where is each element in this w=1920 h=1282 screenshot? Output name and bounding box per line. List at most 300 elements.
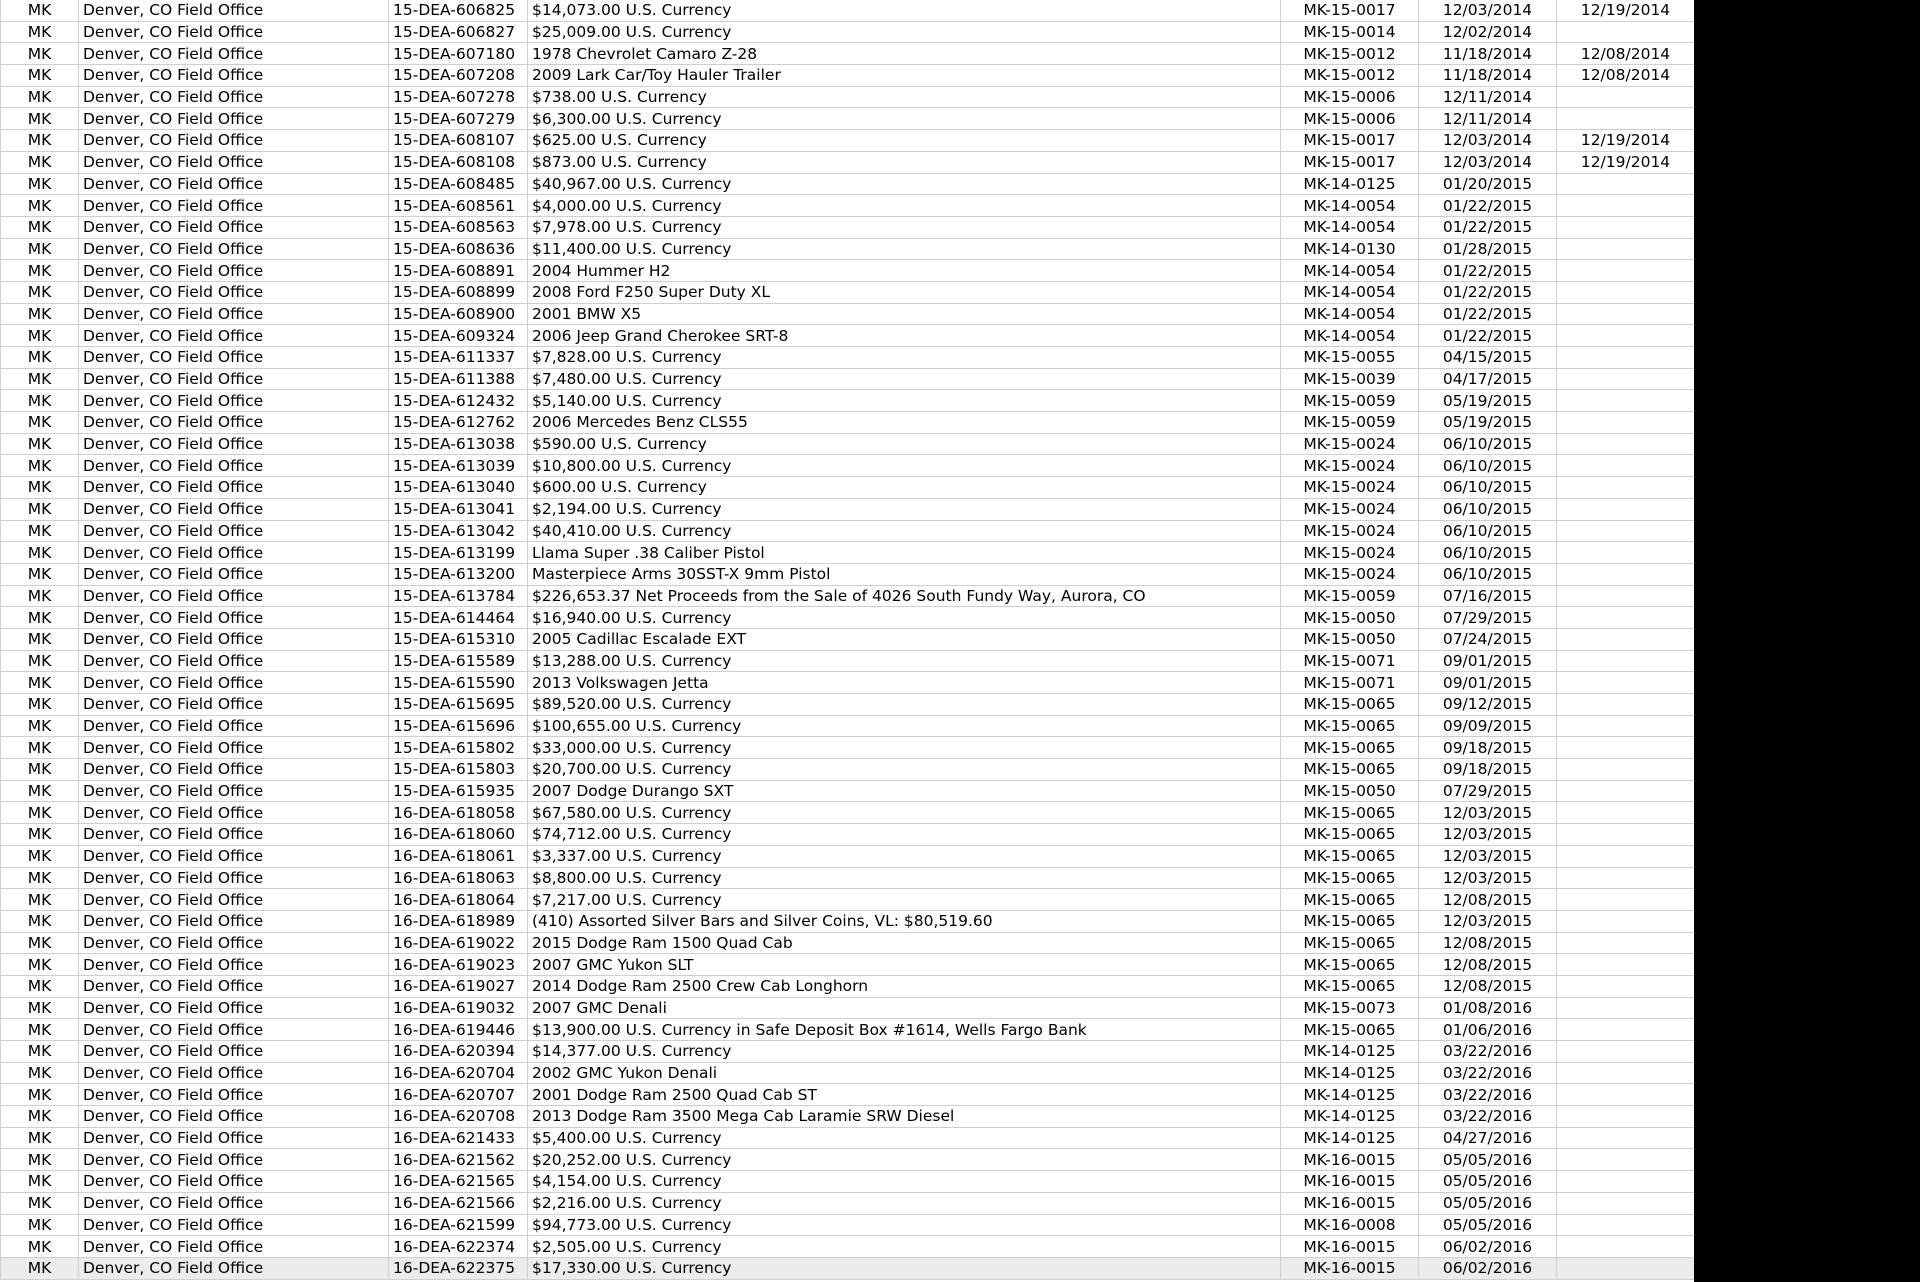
- field-office-cell: Denver, CO Field Office: [79, 1192, 389, 1214]
- notice-date-cell: [1557, 910, 1695, 932]
- table-row: [1, 130, 1695, 152]
- seizure-date-cell: 01/28/2015: [1419, 238, 1557, 260]
- notice-date-cell: [1557, 1127, 1695, 1149]
- table-row: [1, 1192, 1695, 1214]
- notice-date-cell: 12/19/2014: [1557, 151, 1695, 173]
- table-row: [1, 1127, 1695, 1149]
- case-number-cell: MK-15-0059: [1281, 585, 1419, 607]
- case-number-cell: MK-14-0054: [1281, 195, 1419, 217]
- office-code-cell: MK: [1, 607, 79, 629]
- seizure-date-cell: 05/19/2015: [1419, 390, 1557, 412]
- notice-date-cell: [1557, 260, 1695, 282]
- property-description-cell: $16,940.00 U.S. Currency: [528, 607, 1281, 629]
- seizure-date-cell: 05/05/2016: [1419, 1214, 1557, 1236]
- office-code-cell: MK: [1, 737, 79, 759]
- asset-id-cell: 16-DEA-619023: [389, 954, 528, 976]
- table-row: [1, 542, 1695, 564]
- seizure-date-cell: 03/22/2016: [1419, 1084, 1557, 1106]
- seizure-date-cell: 12/03/2015: [1419, 910, 1557, 932]
- case-number-cell: MK-15-0024: [1281, 542, 1419, 564]
- table-row: [1, 563, 1695, 585]
- field-office-cell: Denver, CO Field Office: [79, 650, 389, 672]
- office-code-cell: MK: [1, 151, 79, 173]
- property-description-cell: $94,773.00 U.S. Currency: [528, 1214, 1281, 1236]
- office-code-cell: MK: [1, 108, 79, 130]
- field-office-cell: Denver, CO Field Office: [79, 412, 389, 434]
- office-code-cell: MK: [1, 1041, 79, 1063]
- seizure-date-cell: 04/17/2015: [1419, 368, 1557, 390]
- office-code-cell: MK: [1, 498, 79, 520]
- case-number-cell: MK-15-0065: [1281, 975, 1419, 997]
- table-row: [1, 1019, 1695, 1041]
- property-description-cell: 2007 GMC Yukon SLT: [528, 954, 1281, 976]
- property-description-cell: $8,800.00 U.S. Currency: [528, 867, 1281, 889]
- property-description-cell: $14,073.00 U.S. Currency: [528, 0, 1281, 21]
- seizure-date-cell: 09/01/2015: [1419, 650, 1557, 672]
- asset-id-cell: 15-DEA-608900: [389, 303, 528, 325]
- asset-id-cell: 15-DEA-609324: [389, 325, 528, 347]
- table-row: [1, 1171, 1695, 1193]
- asset-id-cell: 16-DEA-618061: [389, 845, 528, 867]
- property-description-cell: $4,000.00 U.S. Currency: [528, 195, 1281, 217]
- notice-date-cell: [1557, 433, 1695, 455]
- case-number-cell: MK-15-0024: [1281, 520, 1419, 542]
- property-description-cell: 2014 Dodge Ram 2500 Crew Cab Longhorn: [528, 975, 1281, 997]
- seizure-date-cell: 11/18/2014: [1419, 43, 1557, 65]
- case-number-cell: MK-15-0059: [1281, 412, 1419, 434]
- notice-date-cell: [1557, 1084, 1695, 1106]
- notice-date-cell: [1557, 498, 1695, 520]
- seizure-date-cell: 01/20/2015: [1419, 173, 1557, 195]
- property-description-cell: 2004 Hummer H2: [528, 260, 1281, 282]
- case-number-cell: MK-14-0054: [1281, 325, 1419, 347]
- office-code-cell: MK: [1, 260, 79, 282]
- table-row: [1, 347, 1695, 369]
- asset-id-cell: 16-DEA-620708: [389, 1106, 528, 1128]
- asset-id-cell: 15-DEA-612432: [389, 390, 528, 412]
- seizure-date-cell: 12/03/2015: [1419, 845, 1557, 867]
- case-number-cell: MK-16-0008: [1281, 1214, 1419, 1236]
- property-description-cell: 2013 Dodge Ram 3500 Mega Cab Laramie SRW Diesel: [528, 1106, 1281, 1128]
- property-description-cell: 2008 Ford F250 Super Duty XL: [528, 281, 1281, 303]
- case-number-cell: MK-14-0054: [1281, 281, 1419, 303]
- table-row: [1, 932, 1695, 954]
- property-description-cell: $6,300.00 U.S. Currency: [528, 108, 1281, 130]
- notice-date-cell: [1557, 1257, 1695, 1279]
- office-code-cell: MK: [1, 86, 79, 108]
- notice-date-cell: [1557, 238, 1695, 260]
- case-number-cell: MK-15-0017: [1281, 130, 1419, 152]
- property-description-cell: $11,400.00 U.S. Currency: [528, 238, 1281, 260]
- seizure-date-cell: 12/08/2015: [1419, 932, 1557, 954]
- property-description-cell: $2,505.00 U.S. Currency: [528, 1236, 1281, 1258]
- case-number-cell: MK-15-0065: [1281, 932, 1419, 954]
- property-description-cell: 2001 Dodge Ram 2500 Quad Cab ST: [528, 1084, 1281, 1106]
- seizure-date-cell: 06/10/2015: [1419, 542, 1557, 564]
- property-description-cell: $74,712.00 U.S. Currency: [528, 824, 1281, 846]
- office-code-cell: MK: [1, 1062, 79, 1084]
- field-office-cell: Denver, CO Field Office: [79, 281, 389, 303]
- notice-date-cell: [1557, 997, 1695, 1019]
- office-code-cell: MK: [1, 455, 79, 477]
- seizure-date-cell: 01/22/2015: [1419, 260, 1557, 282]
- field-office-cell: Denver, CO Field Office: [79, 260, 389, 282]
- table-row: [1, 303, 1695, 325]
- asset-id-cell: 15-DEA-607208: [389, 65, 528, 87]
- notice-date-cell: [1557, 86, 1695, 108]
- asset-id-cell: 15-DEA-615589: [389, 650, 528, 672]
- asset-id-cell: 16-DEA-618058: [389, 802, 528, 824]
- asset-id-cell: 15-DEA-613039: [389, 455, 528, 477]
- property-description-cell: $67,580.00 U.S. Currency: [528, 802, 1281, 824]
- field-office-cell: Denver, CO Field Office: [79, 347, 389, 369]
- asset-id-cell: 15-DEA-611337: [389, 347, 528, 369]
- property-description-cell: 2006 Jeep Grand Cherokee SRT-8: [528, 325, 1281, 347]
- table-row: [1, 216, 1695, 238]
- property-description-cell: 2013 Volkswagen Jetta: [528, 672, 1281, 694]
- field-office-cell: Denver, CO Field Office: [79, 997, 389, 1019]
- field-office-cell: Denver, CO Field Office: [79, 954, 389, 976]
- office-code-cell: MK: [1, 43, 79, 65]
- property-description-cell: 2007 Dodge Durango SXT: [528, 780, 1281, 802]
- notice-date-cell: [1557, 759, 1695, 781]
- seizure-date-cell: 03/22/2016: [1419, 1106, 1557, 1128]
- seizure-date-cell: 06/10/2015: [1419, 433, 1557, 455]
- office-code-cell: MK: [1, 715, 79, 737]
- asset-id-cell: 15-DEA-608561: [389, 195, 528, 217]
- table-row: [1, 672, 1695, 694]
- property-description-cell: $600.00 U.S. Currency: [528, 477, 1281, 499]
- office-code-cell: MK: [1, 672, 79, 694]
- field-office-cell: Denver, CO Field Office: [79, 628, 389, 650]
- case-number-cell: MK-15-0024: [1281, 455, 1419, 477]
- office-code-cell: MK: [1, 1214, 79, 1236]
- office-code-cell: MK: [1, 759, 79, 781]
- property-description-cell: $40,410.00 U.S. Currency: [528, 520, 1281, 542]
- table-row: [1, 780, 1695, 802]
- notice-date-cell: [1557, 867, 1695, 889]
- asset-id-cell: 16-DEA-621433: [389, 1127, 528, 1149]
- notice-date-cell: [1557, 802, 1695, 824]
- asset-id-cell: 15-DEA-607180: [389, 43, 528, 65]
- seizure-date-cell: 03/22/2016: [1419, 1041, 1557, 1063]
- seizure-date-cell: 06/10/2015: [1419, 455, 1557, 477]
- office-code-cell: MK: [1, 954, 79, 976]
- office-code-cell: MK: [1, 433, 79, 455]
- seizure-date-cell: 12/08/2015: [1419, 889, 1557, 911]
- table-row: [1, 1062, 1695, 1084]
- asset-id-cell: 16-DEA-619032: [389, 997, 528, 1019]
- notice-date-cell: 12/19/2014: [1557, 0, 1695, 21]
- field-office-cell: Denver, CO Field Office: [79, 238, 389, 260]
- seizure-date-cell: 06/10/2015: [1419, 563, 1557, 585]
- table-row: [1, 867, 1695, 889]
- office-code-cell: MK: [1, 21, 79, 43]
- asset-id-cell: 15-DEA-607278: [389, 86, 528, 108]
- asset-id-cell: 15-DEA-611388: [389, 368, 528, 390]
- table-row: [1, 694, 1695, 716]
- asset-id-cell: 16-DEA-620707: [389, 1084, 528, 1106]
- office-code-cell: MK: [1, 867, 79, 889]
- table-row: [1, 607, 1695, 629]
- table-row: [1, 238, 1695, 260]
- notice-date-cell: 12/19/2014: [1557, 130, 1695, 152]
- asset-id-cell: 15-DEA-607279: [389, 108, 528, 130]
- table-row: [1, 368, 1695, 390]
- asset-id-cell: 15-DEA-612762: [389, 412, 528, 434]
- case-number-cell: MK-14-0125: [1281, 1062, 1419, 1084]
- property-description-cell: Masterpiece Arms 30SST-X 9mm Pistol: [528, 563, 1281, 585]
- property-description-cell: $2,216.00 U.S. Currency: [528, 1192, 1281, 1214]
- seizure-date-cell: 12/03/2015: [1419, 802, 1557, 824]
- asset-id-cell: 16-DEA-621565: [389, 1171, 528, 1193]
- property-description-cell: (410) Assorted Silver Bars and Silver Coins, VL: $80,519.60: [528, 910, 1281, 932]
- case-number-cell: MK-15-0065: [1281, 867, 1419, 889]
- seizure-date-cell: 04/15/2015: [1419, 347, 1557, 369]
- notice-date-cell: 12/08/2014: [1557, 43, 1695, 65]
- table-row: [1, 21, 1695, 43]
- notice-date-cell: [1557, 585, 1695, 607]
- seizure-date-cell: 12/08/2015: [1419, 975, 1557, 997]
- seizure-date-cell: 06/10/2015: [1419, 520, 1557, 542]
- case-number-cell: MK-14-0054: [1281, 303, 1419, 325]
- office-code-cell: MK: [1, 0, 79, 21]
- property-description-cell: $2,194.00 U.S. Currency: [528, 498, 1281, 520]
- case-number-cell: MK-15-0012: [1281, 65, 1419, 87]
- asset-id-cell: 15-DEA-615802: [389, 737, 528, 759]
- office-code-cell: MK: [1, 130, 79, 152]
- case-number-cell: MK-15-0050: [1281, 628, 1419, 650]
- seizure-date-cell: 01/22/2015: [1419, 195, 1557, 217]
- field-office-cell: Denver, CO Field Office: [79, 563, 389, 585]
- asset-id-cell: 15-DEA-606825: [389, 0, 528, 21]
- field-office-cell: Denver, CO Field Office: [79, 1171, 389, 1193]
- property-description-cell: $590.00 U.S. Currency: [528, 433, 1281, 455]
- office-code-cell: MK: [1, 1236, 79, 1258]
- seizure-date-cell: 01/22/2015: [1419, 303, 1557, 325]
- table-row: [1, 845, 1695, 867]
- case-number-cell: MK-16-0015: [1281, 1149, 1419, 1171]
- notice-date-cell: [1557, 607, 1695, 629]
- case-number-cell: MK-15-0039: [1281, 368, 1419, 390]
- table-row: [1, 715, 1695, 737]
- asset-id-cell: 15-DEA-613200: [389, 563, 528, 585]
- table-row: [1, 433, 1695, 455]
- notice-date-cell: 12/08/2014: [1557, 65, 1695, 87]
- table-row: [1, 1214, 1695, 1236]
- asset-id-cell: 15-DEA-614464: [389, 607, 528, 629]
- asset-id-cell: 15-DEA-615935: [389, 780, 528, 802]
- property-description-cell: $10,800.00 U.S. Currency: [528, 455, 1281, 477]
- asset-id-cell: 15-DEA-615590: [389, 672, 528, 694]
- notice-date-cell: [1557, 412, 1695, 434]
- table-row: [1, 65, 1695, 87]
- field-office-cell: Denver, CO Field Office: [79, 932, 389, 954]
- office-code-cell: MK: [1, 303, 79, 325]
- notice-date-cell: [1557, 108, 1695, 130]
- seizure-date-cell: 09/18/2015: [1419, 759, 1557, 781]
- asset-id-cell: 15-DEA-608899: [389, 281, 528, 303]
- case-number-cell: MK-15-0017: [1281, 151, 1419, 173]
- property-description-cell: $13,288.00 U.S. Currency: [528, 650, 1281, 672]
- field-office-cell: Denver, CO Field Office: [79, 21, 389, 43]
- table-row: [1, 1106, 1695, 1128]
- table-row: [1, 1041, 1695, 1063]
- property-description-cell: $5,140.00 U.S. Currency: [528, 390, 1281, 412]
- asset-id-cell: 16-DEA-622374: [389, 1236, 528, 1258]
- property-description-cell: 2001 BMW X5: [528, 303, 1281, 325]
- field-office-cell: Denver, CO Field Office: [79, 216, 389, 238]
- property-description-cell: $7,480.00 U.S. Currency: [528, 368, 1281, 390]
- property-description-cell: 2015 Dodge Ram 1500 Quad Cab: [528, 932, 1281, 954]
- field-office-cell: Denver, CO Field Office: [79, 975, 389, 997]
- case-number-cell: MK-15-0050: [1281, 780, 1419, 802]
- field-office-cell: Denver, CO Field Office: [79, 433, 389, 455]
- notice-date-cell: [1557, 542, 1695, 564]
- property-description-cell: $738.00 U.S. Currency: [528, 86, 1281, 108]
- seizure-date-cell: 12/03/2014: [1419, 0, 1557, 21]
- case-number-cell: MK-15-0024: [1281, 498, 1419, 520]
- asset-id-cell: 16-DEA-618060: [389, 824, 528, 846]
- table-row: [1, 889, 1695, 911]
- field-office-cell: Denver, CO Field Office: [79, 780, 389, 802]
- office-code-cell: MK: [1, 585, 79, 607]
- office-code-cell: MK: [1, 824, 79, 846]
- table-row: [1, 910, 1695, 932]
- case-number-cell: MK-15-0055: [1281, 347, 1419, 369]
- property-description-cell: Llama Super .38 Caliber Pistol: [528, 542, 1281, 564]
- field-office-cell: Denver, CO Field Office: [79, 672, 389, 694]
- notice-date-cell: [1557, 455, 1695, 477]
- seizure-date-cell: 09/18/2015: [1419, 737, 1557, 759]
- office-code-cell: MK: [1, 1192, 79, 1214]
- property-description-cell: $7,828.00 U.S. Currency: [528, 347, 1281, 369]
- table-row: [1, 802, 1695, 824]
- seizure-date-cell: 04/27/2016: [1419, 1127, 1557, 1149]
- asset-id-cell: 15-DEA-608485: [389, 173, 528, 195]
- notice-date-cell: [1557, 1214, 1695, 1236]
- asset-id-cell: 16-DEA-620704: [389, 1062, 528, 1084]
- notice-date-cell: [1557, 715, 1695, 737]
- case-number-cell: MK-16-0015: [1281, 1236, 1419, 1258]
- notice-date-cell: [1557, 780, 1695, 802]
- field-office-cell: Denver, CO Field Office: [79, 130, 389, 152]
- table-row: [1, 585, 1695, 607]
- table-row: [1, 86, 1695, 108]
- field-office-cell: Denver, CO Field Office: [79, 1127, 389, 1149]
- seizure-date-cell: 12/03/2015: [1419, 867, 1557, 889]
- notice-date-cell: [1557, 477, 1695, 499]
- field-office-cell: Denver, CO Field Office: [79, 715, 389, 737]
- seizure-date-cell: 01/06/2016: [1419, 1019, 1557, 1041]
- seizure-date-cell: 09/12/2015: [1419, 694, 1557, 716]
- property-description-cell: 2009 Lark Car/Toy Hauler Trailer: [528, 65, 1281, 87]
- asset-id-cell: 15-DEA-608563: [389, 216, 528, 238]
- seizure-date-cell: 05/19/2015: [1419, 412, 1557, 434]
- case-number-cell: MK-15-0065: [1281, 737, 1419, 759]
- field-office-cell: Denver, CO Field Office: [79, 498, 389, 520]
- property-description-cell: $20,252.00 U.S. Currency: [528, 1149, 1281, 1171]
- notice-date-cell: [1557, 1149, 1695, 1171]
- field-office-cell: Denver, CO Field Office: [79, 303, 389, 325]
- notice-date-cell: [1557, 650, 1695, 672]
- field-office-cell: Denver, CO Field Office: [79, 845, 389, 867]
- asset-id-cell: 16-DEA-621562: [389, 1149, 528, 1171]
- seizure-date-cell: 12/11/2014: [1419, 86, 1557, 108]
- case-number-cell: MK-15-0024: [1281, 563, 1419, 585]
- field-office-cell: Denver, CO Field Office: [79, 585, 389, 607]
- asset-id-cell: 15-DEA-608107: [389, 130, 528, 152]
- office-code-cell: MK: [1, 975, 79, 997]
- property-description-cell: 2007 GMC Denali: [528, 997, 1281, 1019]
- seizure-date-cell: 06/02/2016: [1419, 1257, 1557, 1279]
- seizure-date-cell: 03/22/2016: [1419, 1062, 1557, 1084]
- asset-id-cell: 15-DEA-613784: [389, 585, 528, 607]
- office-code-cell: MK: [1, 694, 79, 716]
- seizure-date-cell: 06/02/2016: [1419, 1236, 1557, 1258]
- notice-date-cell: [1557, 1019, 1695, 1041]
- case-number-cell: MK-14-0054: [1281, 260, 1419, 282]
- property-description-cell: $40,967.00 U.S. Currency: [528, 173, 1281, 195]
- field-office-cell: Denver, CO Field Office: [79, 520, 389, 542]
- notice-date-cell: [1557, 975, 1695, 997]
- seizure-date-cell: 06/10/2015: [1419, 477, 1557, 499]
- field-office-cell: Denver, CO Field Office: [79, 43, 389, 65]
- table-row: [1, 1084, 1695, 1106]
- notice-date-cell: [1557, 672, 1695, 694]
- case-number-cell: MK-15-0065: [1281, 802, 1419, 824]
- field-office-cell: Denver, CO Field Office: [79, 195, 389, 217]
- table-row: [1, 477, 1695, 499]
- property-description-cell: $17,330.00 U.S. Currency: [528, 1257, 1281, 1279]
- asset-id-cell: 16-DEA-619022: [389, 932, 528, 954]
- case-number-cell: MK-14-0125: [1281, 1041, 1419, 1063]
- notice-date-cell: [1557, 694, 1695, 716]
- notice-date-cell: [1557, 347, 1695, 369]
- case-number-cell: MK-16-0015: [1281, 1192, 1419, 1214]
- office-code-cell: MK: [1, 1084, 79, 1106]
- asset-id-cell: 16-DEA-620394: [389, 1041, 528, 1063]
- seizure-date-cell: 05/05/2016: [1419, 1149, 1557, 1171]
- notice-date-cell: [1557, 303, 1695, 325]
- case-number-cell: MK-15-0006: [1281, 108, 1419, 130]
- notice-date-cell: [1557, 390, 1695, 412]
- office-code-cell: MK: [1, 238, 79, 260]
- office-code-cell: MK: [1, 216, 79, 238]
- notice-date-cell: [1557, 954, 1695, 976]
- notice-date-cell: [1557, 889, 1695, 911]
- table-row: [1, 325, 1695, 347]
- table-row: [1, 628, 1695, 650]
- field-office-cell: Denver, CO Field Office: [79, 1084, 389, 1106]
- office-code-cell: MK: [1, 802, 79, 824]
- office-code-cell: MK: [1, 477, 79, 499]
- case-number-cell: MK-15-0024: [1281, 477, 1419, 499]
- field-office-cell: Denver, CO Field Office: [79, 1149, 389, 1171]
- table-row: [1, 0, 1695, 21]
- case-number-cell: MK-16-0015: [1281, 1257, 1419, 1279]
- office-code-cell: MK: [1, 910, 79, 932]
- table-row: [1, 455, 1695, 477]
- property-description-cell: $100,655.00 U.S. Currency: [528, 715, 1281, 737]
- case-number-cell: MK-16-0015: [1281, 1171, 1419, 1193]
- office-code-cell: MK: [1, 1149, 79, 1171]
- asset-id-cell: 16-DEA-622375: [389, 1257, 528, 1279]
- office-code-cell: MK: [1, 845, 79, 867]
- table-row: [1, 759, 1695, 781]
- notice-date-cell: [1557, 845, 1695, 867]
- seizure-date-cell: 01/22/2015: [1419, 325, 1557, 347]
